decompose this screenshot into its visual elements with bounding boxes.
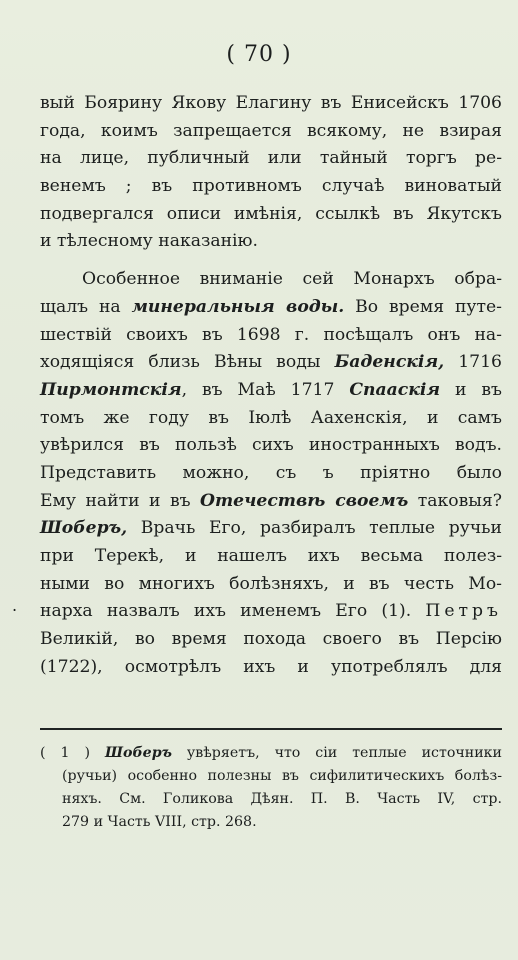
text-line: и тѣлесному наказанію. [40,231,258,252]
margin-mark: . [12,596,18,615]
text-line: увѣрился въ пользѣ сихъ иностранныхъ водъ. [40,435,502,456]
text-line [40,515,502,543]
emphasis-text: Отечествѣ своемъ [200,490,409,511]
text-span: 1716 [444,352,502,373]
text-line [40,598,502,626]
emphasis-text: Шоберъ [104,745,172,761]
footnote [40,742,502,834]
text-span: Врачь Его, разбиралъ теплые ручьи [127,518,502,539]
text-line [40,488,502,516]
text-line [40,349,502,377]
text-line: Великій, во время похода своего въ Персію [40,629,502,650]
text-line: года, коимъ запрещается всякому, не взирая [40,120,502,141]
text-span: таковыя? [408,490,502,511]
text-span: , въ Маѣ 1717 [181,379,350,400]
emphasis-text: минеральныя воды. [131,296,345,317]
text-line: Особенное вниманіе сей Монархъ обра- [82,269,502,290]
text-line: венемъ ; въ противномъ случаѣ виноватый [40,176,502,197]
text-span: щалъ на [40,296,132,317]
text-line: шествій своихъ въ 1698 г. посѣщалъ онъ на- [40,324,502,345]
footnote-divider [40,728,502,730]
footnote-line: (ручьи) особенно полезны въ сифилитическихъ болѣз- [62,768,502,784]
text-line: вый Боярину Якову Елагину въ Енисейскъ 1706 [40,93,502,113]
emphasis-text: Спааскія [349,379,441,400]
text-line: томъ же году въ Іюлѣ Аахенскія, и самъ [40,407,502,428]
text-span: Во время путе- [344,296,502,317]
main-text [40,90,502,681]
text-span: и въ [440,379,502,400]
text-line: (1722), осмотрѣлъ ихъ и употреблялъ для [40,656,502,677]
paragraph-1 [40,90,502,256]
text-line [40,377,502,405]
paragraph-2 [40,266,502,681]
spaced-name: Петръ [425,601,502,622]
emphasis-text: Баденскія, [334,352,445,373]
text-line [40,294,502,322]
footnote-line: няхъ. См. Голикова Дѣян. П. В. Часть IV, стр. [62,791,502,807]
footnote-marker: ( 1 ) [40,745,105,761]
emphasis-text: Шоберъ, [40,518,128,539]
paragraph-gap [40,256,502,266]
page-number: ( 70 ) [226,42,292,67]
text-span: Ему найти и въ [40,490,201,511]
footnote-line [40,742,502,765]
text-line: при Терекѣ, и нашелъ ихъ весьма полез- [40,546,502,566]
footnote-line: 279 и Часть VIII, стр. 268. [62,814,257,830]
text-span: нарха назвалъ ихъ именемъ Его (1). [40,601,426,622]
text-span: увѣряетъ, что сіи теплые источники [171,745,502,761]
text-span: ходящіяся близь Вѣны воды [40,352,335,373]
text-line: на лице, публичный или тайный торгъ ре- [40,148,502,169]
emphasis-text: Пирмонтскія [40,379,182,400]
text-line: подвергался описи имѣнія, ссылкѣ въ Якутскъ [40,203,502,224]
text-line: ными во многихъ болѣзняхъ, и въ честь Мо- [40,573,502,594]
text-line: Представить можно, съ ъ пріятно было [40,462,502,483]
